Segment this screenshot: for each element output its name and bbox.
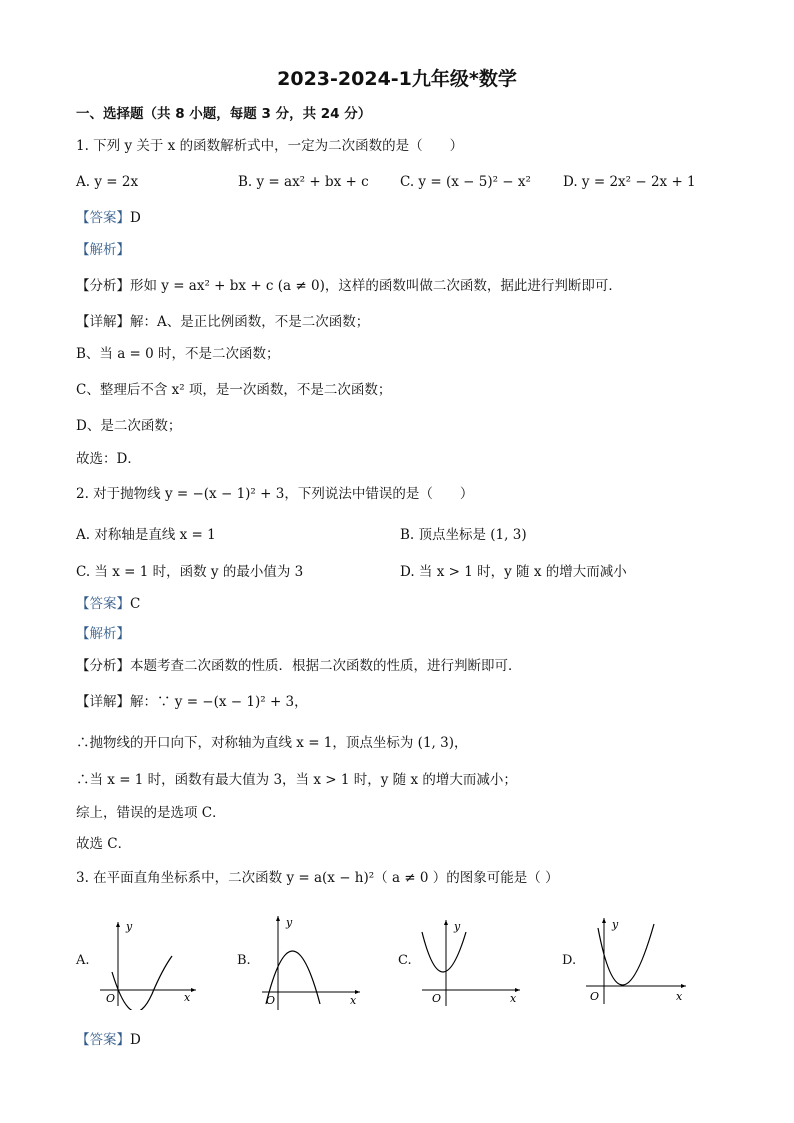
q3-graph-b bbox=[258, 912, 368, 1012]
q1-detail-line: 故选：D． bbox=[76, 451, 141, 467]
q3-graph-b-label: B. bbox=[237, 953, 251, 968]
q2-detail-line: ∴当 x = 1 时，函数有最大值为 3，当 x > 1 时，y 随 x 的增大而减小； bbox=[76, 772, 517, 788]
y-axis-label: y bbox=[454, 920, 461, 933]
answer-tag: 【答案】 bbox=[76, 210, 130, 226]
q2-fenxi: 【分析】本题考查二次函数的性质．根据二次函数的性质，进行判断即可． bbox=[76, 658, 522, 674]
answer-value: D bbox=[130, 1032, 141, 1048]
answer-value: D bbox=[130, 210, 141, 226]
q1-detail-line: 【详解】解：A、是正比例函数，不是二次函数； bbox=[76, 314, 370, 330]
answer-tag: 【答案】 bbox=[76, 1032, 130, 1048]
q1-answer bbox=[76, 208, 141, 228]
origin-label: O bbox=[106, 992, 116, 1005]
q1-analysis-tag: 【解析】 bbox=[76, 242, 130, 258]
q2-analysis-tag: 【解析】 bbox=[76, 626, 130, 642]
q1-fenxi: 【分析】形如 y = ax² + bx + c (a ≠ 0)，这样的函数叫做二次函数，据此进行判断即可． bbox=[76, 278, 622, 294]
answer-value: C bbox=[130, 596, 141, 612]
q1-option-a: A. y = 2x bbox=[76, 174, 139, 190]
q2-answer bbox=[76, 594, 140, 614]
x-axis-label: x bbox=[676, 990, 683, 1003]
q1-detail-line: D、是二次函数； bbox=[76, 418, 182, 434]
q2-detail-line: ∴抛物线的开口向下，对称轴为直线 x = 1，顶点坐标为 (1, 3)， bbox=[76, 735, 468, 751]
q1-detail-line: C、整理后不含 x² 项，是一次函数，不是二次函数； bbox=[76, 382, 392, 398]
q2-option-a: A. 对称轴是直线 x = 1 bbox=[76, 527, 216, 543]
q3-graph-d bbox=[582, 914, 694, 1010]
origin-label: O bbox=[432, 992, 442, 1005]
q2-detail-line: 故选 C． bbox=[76, 836, 132, 852]
q2-option-d: D. 当 x > 1 时，y 随 x 的增大而减小 bbox=[400, 564, 627, 580]
q1-option-d: D. y = 2x² − 2x + 1 bbox=[563, 174, 696, 190]
q3-answer bbox=[76, 1030, 141, 1050]
y-axis-label: y bbox=[126, 920, 133, 933]
q2-option-b: B. 顶点坐标是 (1, 3) bbox=[400, 527, 527, 543]
q3-graph-d-label: D. bbox=[562, 953, 577, 968]
answer-tag: 【答案】 bbox=[76, 596, 130, 612]
origin-label: O bbox=[590, 990, 600, 1003]
section-heading: 一、选择题（共 8 小题，每题 3 分，共 24 分） bbox=[76, 106, 372, 122]
q3-graph-a-label: A. bbox=[76, 953, 90, 968]
q1-detail-line: B、当 a = 0 时，不是二次函数； bbox=[76, 346, 280, 362]
y-axis-label: y bbox=[612, 918, 619, 931]
q2-stem: 2. 对于抛物线 y = −(x − 1)² + 3，下列说法中错误的是（ ） bbox=[76, 486, 474, 502]
q1-stem: 1. 下列 y 关于 x 的函数解析式中，一定为二次函数的是（ ） bbox=[76, 138, 464, 154]
origin-label: O bbox=[266, 994, 276, 1007]
q2-option-c: C. 当 x = 1 时，函数 y 的最小值为 3 bbox=[76, 564, 304, 580]
q2-detail-line: 【详解】解：∵ y = −(x − 1)² + 3， bbox=[76, 694, 308, 710]
q2-detail-line: 综上，错误的是选项 C． bbox=[76, 805, 226, 821]
x-axis-label: x bbox=[184, 991, 191, 1004]
q1-option-b: B. y = ax² + bx + c bbox=[238, 174, 369, 190]
page-title: 2023-2024-1九年级*数学 bbox=[277, 68, 517, 90]
q1-option-c: C. y = (x − 5)² − x² bbox=[400, 174, 531, 190]
y-axis-label: y bbox=[286, 916, 293, 929]
q3-graph-a bbox=[96, 918, 206, 1010]
q3-stem: 3. 在平面直角坐标系中，二次函数 y = a(x − h)²（ a ≠ 0 ）的图象可能是（ ） bbox=[76, 870, 559, 886]
q3-graph-c bbox=[418, 916, 528, 1010]
x-axis-label: x bbox=[510, 992, 517, 1005]
x-axis-label: x bbox=[350, 994, 357, 1007]
q3-graph-c-label: C. bbox=[398, 953, 412, 968]
